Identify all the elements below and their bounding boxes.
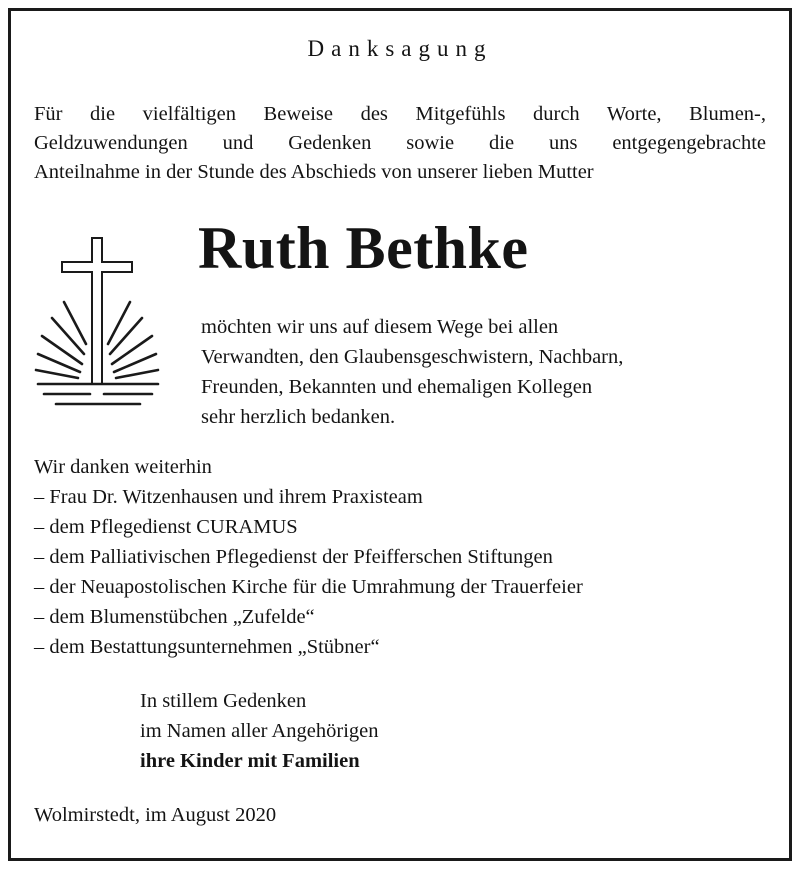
- list-item: – der Neuapostolischen Kirche für die Umrahmung der Trauerfeier: [34, 576, 583, 598]
- list-item: – Frau Dr. Witzenhausen und ihrem Praxisteam: [34, 486, 423, 508]
- list-item: – dem Pflegedienst CURAMUS: [34, 516, 298, 538]
- thanks-line: Freunden, Bekannten und ehemaligen Kollegen: [201, 376, 593, 398]
- intro-line: Anteilnahme in der Stunde des Abschieds von unserer lieben Mutter: [34, 161, 594, 183]
- further-thanks-heading: Wir danken weiterhin: [34, 456, 212, 478]
- list-item: – dem Bestattungsunternehmen „Stübner“: [34, 636, 380, 658]
- thanks-paragraph: [201, 312, 761, 432]
- closing-line: im Namen aller Angehörigen: [140, 720, 379, 742]
- thanks-line: Verwandten, den Glaubensgeschwistern, Nachbarn,: [201, 346, 624, 368]
- further-thanks-list: [34, 452, 774, 662]
- thanks-line: sehr herzlich bedanken.: [201, 406, 396, 428]
- list-item: – dem Blumenstübchen „Zufelde“: [34, 606, 315, 628]
- closing-block: [140, 686, 640, 776]
- deceased-name: Ruth Bethke: [198, 215, 529, 281]
- intro-line: Geldzuwendungen und Gedenken sowie die uns entgegengebrachte: [34, 132, 766, 154]
- cross-with-rays-icon: [30, 232, 166, 422]
- intro-paragraph: [34, 100, 766, 187]
- list-item: – dem Palliativischen Pflegedienst der Pfeifferschen Stiftungen: [34, 546, 553, 568]
- closing-line: In stillem Gedenken: [140, 690, 307, 712]
- signature: ihre Kinder mit Familien: [140, 750, 360, 772]
- place-date: Wolmirstedt, im August 2020: [34, 804, 277, 826]
- intro-line: Für die vielfältigen Beweise des Mitgefühls durch Worte, Blumen-,: [34, 103, 766, 125]
- notice-title: Danksagung: [307, 36, 493, 61]
- thanks-line: möchten wir uns auf diesem Wege bei allen: [201, 316, 559, 338]
